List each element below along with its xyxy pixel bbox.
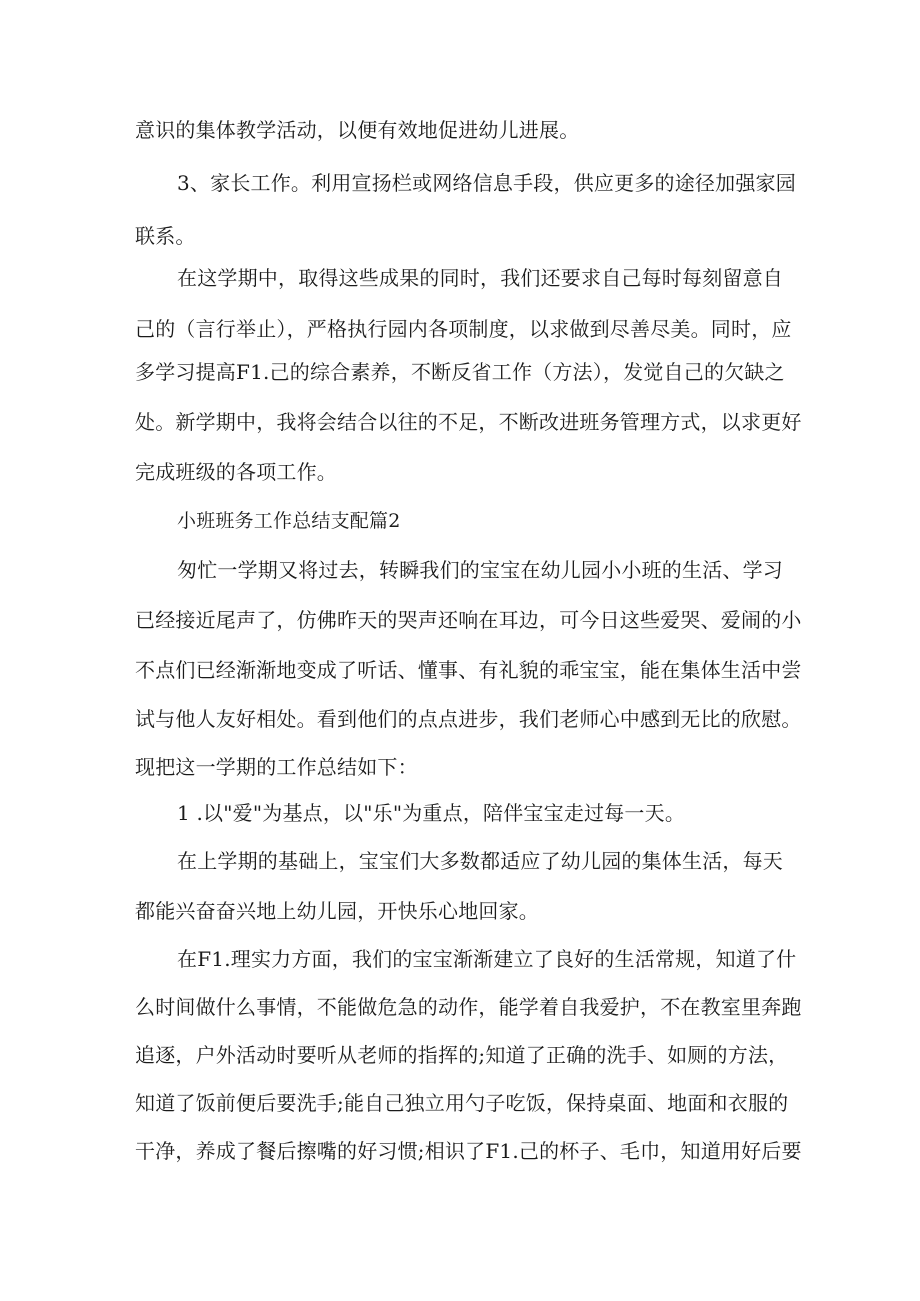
- paragraph-line: 追逐，户外活动时要听从老师的指挥的;知道了正确的洗手、如厕的方法，: [135, 1043, 789, 1067]
- paragraph-line: 在F1.理实力方面，我们的宝宝渐渐建立了良好的生活常规，知道了什: [177, 947, 797, 971]
- paragraph-line: 干净，养成了餐后擦嘴的好习惯;相识了F1.己的杯子、毛巾，知道用好后要: [135, 1139, 802, 1163]
- paragraph-line: 己的（言行举止），严格执行园内各项制度，以求做到尽善尽美。同时，应: [135, 317, 792, 341]
- paragraph-line: 3、家长工作。利用宣扬栏或网络信息手段，供应更多的途径加强家园: [177, 171, 796, 195]
- paragraph-line: 完成班级的各项工作。: [135, 460, 337, 484]
- list-item-line: 1 .以"爱"为基点，以"乐"为重点，陪伴宝宝走过每一天。: [177, 801, 686, 825]
- paragraph-line: 联系。: [135, 224, 196, 248]
- paragraph-line: 都能兴奋奋兴地上幼儿园，开快乐心地回家。: [135, 899, 539, 923]
- paragraph-line: 现把这一学期的工作总结如下：: [135, 755, 418, 779]
- paragraph-line: 知道了饭前便后要洗手;能自己独立用勺子吃饭，保持桌面、地面和衣服的: [135, 1091, 789, 1115]
- paragraph-line: 多学习提高F1.己的综合素养，不断反省工作（方法），发觉自己的欠缺之: [135, 360, 785, 384]
- paragraph-line: 在这学期中，取得这些成果的同时，我们还要求自己每时每刻留意自: [177, 266, 783, 290]
- section-heading: 小班班务工作总结支配篇2: [177, 510, 401, 532]
- paragraph-line: 么时间做什么事情，不能做危急的动作，能学着自我爱护，不在教室里奔跑: [135, 995, 802, 1019]
- paragraph-line: 意识的集体教学活动，以便有效地促进幼儿进展。: [135, 118, 580, 142]
- paragraph-line: 试与他人友好相处。看到他们的点点进步，我们老师心中感到无比的欣慰。: [135, 707, 802, 731]
- paragraph-line: 匆忙一学期又将过去，转瞬我们的宝宝在幼儿园小小班的生活、学习: [177, 558, 783, 582]
- paragraph-line: 在上学期的基础上，宝宝们大多数都适应了幼儿园的集体生活，每天: [177, 849, 783, 873]
- paragraph-line: 处。新学期中，我将会结合以往的不足，不断改进班务管理方式，以求更好: [135, 410, 802, 434]
- paragraph-line: 不点们已经渐渐地变成了听话、懂事、有礼貌的乖宝宝，能在集体生活中尝: [135, 658, 802, 682]
- paragraph-line: 已经接近尾声了，仿佛昨天的哭声还响在耳边，可今日这些爱哭、爱闹的小: [135, 608, 802, 632]
